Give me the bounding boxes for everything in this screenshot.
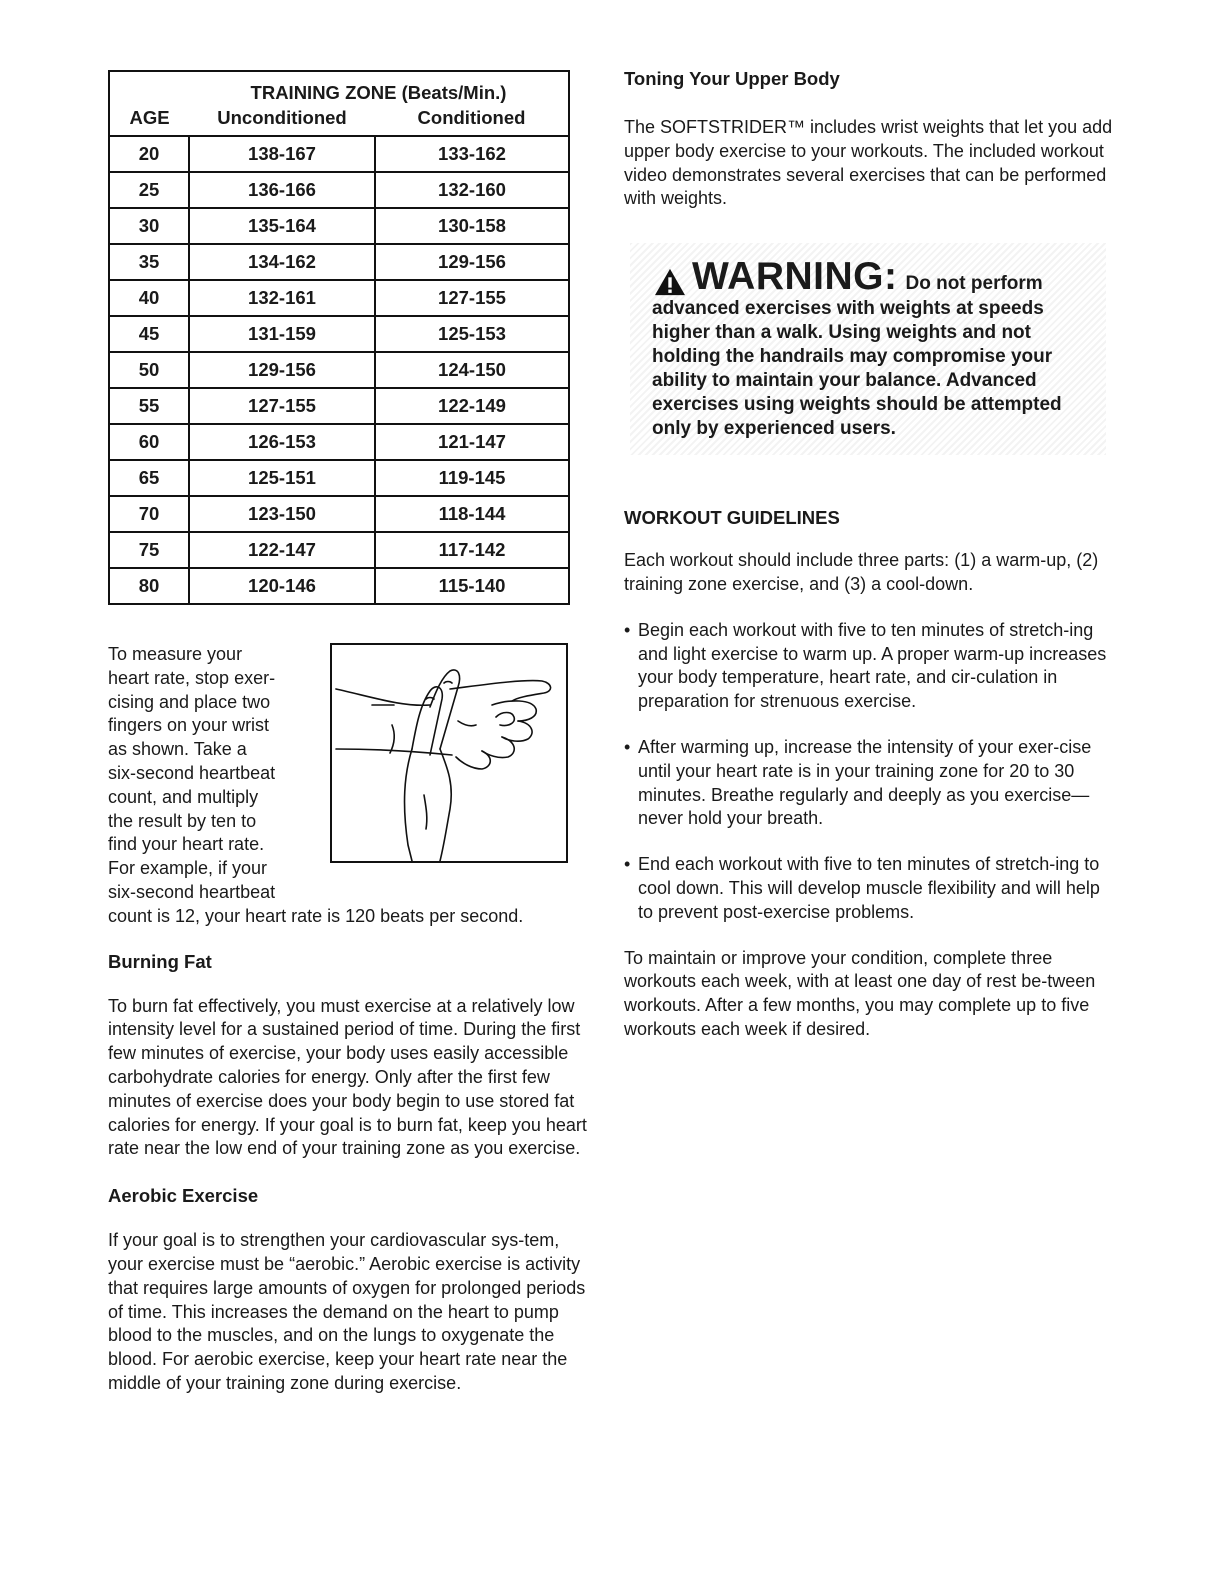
training-zone-table [108, 70, 570, 605]
guidelines-closing: To maintain or improve your condition, complete three workouts each week, with at least one day of rest be-tween workouts. After a few months, you may complete up to five workouts each week if desired. [624, 947, 1096, 1039]
workout-guidelines-heading: WORKOUT GUIDELINES [624, 507, 840, 529]
table-row [109, 244, 569, 280]
warning-triangle-icon [652, 267, 688, 297]
hand-on-wrist-icon [332, 645, 566, 861]
age-cell: 65 [109, 460, 189, 496]
pulse-line: cising and place two [108, 691, 271, 712]
table-row [109, 388, 569, 424]
table-row [109, 172, 569, 208]
toning-heading: Toning Your Upper Body [624, 68, 840, 89]
table-row [109, 496, 569, 532]
pulse-line: To measure your [108, 644, 243, 664]
table-row [109, 316, 569, 352]
table-row [109, 424, 569, 460]
wrist-pulse-illustration [330, 643, 568, 863]
pulse-line: fingers on your wrist [108, 715, 270, 736]
list-item [624, 736, 1114, 831]
pulse-instructions [108, 643, 318, 905]
conditioned-cell: 133-162 [375, 136, 569, 172]
age-cell: 50 [109, 352, 189, 388]
guidelines-list [624, 619, 1114, 925]
guideline-text: Begin each workout with five to ten minutes of stretch-ing and light exercise to warm up. A proper warm-up increases your body temperature, heart rate, and cir-culation in preparation for strenuous exercise. [638, 619, 1107, 712]
toning-text: The SOFTSTRIDER™ includes wrist weights that let you add upper body exercise to your workouts. The included workout video demonstrates several exercises that can be performed with weights. [624, 117, 1113, 209]
burning-fat-heading: Burning Fat [108, 950, 212, 972]
age-cell: 80 [109, 568, 189, 604]
table-row [109, 208, 569, 244]
table-row [109, 532, 569, 568]
conditioned-cell: 122-149 [375, 388, 569, 424]
pulse-line: count, and multiply [108, 786, 259, 807]
warning-lead: Do not perform [905, 273, 1043, 295]
list-item [624, 619, 1114, 714]
table-header [109, 71, 569, 136]
conditioned-cell: 132-160 [375, 172, 569, 208]
pulse-line: find your heart rate. [108, 834, 265, 855]
unconditioned-cell: 125-151 [189, 460, 375, 496]
guideline-text: End each workout with five to ten minutes of stretch-ing to cool down. This will develop muscle flexibility and will help to prevent post-exercise problems. [638, 854, 1100, 922]
table-row [109, 568, 569, 604]
list-item [624, 853, 1114, 924]
conditioned-cell: 130-158 [375, 208, 569, 244]
conditioned-cell: 125-153 [375, 316, 569, 352]
conditioned-cell: 124-150 [375, 352, 569, 388]
pulse-line: six-second heartbeat [108, 762, 276, 783]
unconditioned-cell: 136-166 [189, 172, 375, 208]
conditioned-cell: 119-145 [375, 460, 569, 496]
age-cell: 40 [109, 280, 189, 316]
unconditioned-cell: 120-146 [189, 568, 375, 604]
age-cell: 30 [109, 208, 189, 244]
age-cell: 35 [109, 244, 189, 280]
guideline-text: After warming up, increase the intensity of your exer-cise until your heart rate is in your training zone for 20 to 30 minutes. Breathe regularly and deeply as you exercise—never hold your breath. [638, 736, 1092, 829]
age-cell: 75 [109, 532, 189, 568]
table-row [109, 280, 569, 316]
warning-title: WARNING: [692, 255, 898, 299]
conditioned-cell: 118-144 [375, 496, 569, 532]
warning-text: advanced exercises with weights at speeds higher than a walk. Using weights and not holding the handrails may compromise your ability to maintain your balance. Advanced exercises using weights should be attempted only by experienced users. [652, 298, 1062, 440]
pulse-line: For example, if your [108, 858, 268, 879]
pulse-section [108, 643, 594, 929]
conditioned-cell: 127-155 [375, 280, 569, 316]
table-row [109, 352, 569, 388]
unconditioned-cell: 129-156 [189, 352, 375, 388]
unconditioned-cell: 138-167 [189, 136, 375, 172]
aerobic-exercise-text: If your goal is to strengthen your cardiovascular sys-tem, your exercise must be “aerobic.” Aerobic exercise is activity that requires large amounts of oxygen for prolonged periods of time. This increases the demand on the heart to pump blood to the muscles, and on the lungs to oxygenate the blood. For aerobic exercise, keep your heart rate near the middle of your training zone during exercise. [108, 1230, 586, 1393]
unconditioned-cell: 134-162 [189, 244, 375, 280]
right-column [624, 68, 1114, 1042]
bullet: • [624, 854, 631, 875]
age-cell: 70 [109, 496, 189, 532]
training-zone-header: TRAINING ZONE (Beats/Min.) [250, 82, 507, 103]
unconditioned-cell: 122-147 [189, 532, 375, 568]
conditioned-cell: 117-142 [375, 532, 569, 568]
pulse-line: heart rate, stop exer- [108, 667, 276, 688]
pulse-line: as shown. Take a [108, 739, 247, 760]
age-cell: 60 [109, 424, 189, 460]
unconditioned-cell: 126-153 [189, 424, 375, 460]
age-cell: 25 [109, 172, 189, 208]
aerobic-exercise-heading: Aerobic Exercise [108, 1185, 259, 1207]
bullet: • [624, 619, 631, 640]
conditioned-header: Conditioned [417, 107, 526, 128]
unconditioned-cell: 132-161 [189, 280, 375, 316]
unconditioned-cell: 127-155 [189, 388, 375, 424]
pulse-line: six-second heartbeat [108, 881, 276, 902]
pulse-line: the result by ten to [108, 810, 257, 831]
conditioned-cell: 129-156 [375, 244, 569, 280]
unconditioned-cell: 131-159 [189, 316, 375, 352]
left-column [108, 70, 594, 1396]
age-cell: 55 [109, 388, 189, 424]
bullet: • [624, 736, 631, 757]
age-cell: 20 [109, 136, 189, 172]
table-row [109, 460, 569, 496]
warning-box [630, 243, 1106, 455]
conditioned-cell: 115-140 [375, 568, 569, 604]
unconditioned-cell: 135-164 [189, 208, 375, 244]
age-cell: 45 [109, 316, 189, 352]
burning-fat-text: To burn fat effectively, you must exercise at a relatively low intensity level for a sustained period of time. During the first few minutes of exercise, your body uses easily accessible carbohydrate calories for energy. Only after the first few minutes of exercise does your body begin to use stored fat calories for energy. If your goal is to burn fat, keep you heart rate near the low end of your training zone as you exercise. [108, 995, 587, 1159]
table-body [109, 136, 569, 604]
unconditioned-header: Unconditioned [217, 107, 347, 128]
guidelines-intro: Each workout should include three parts: (1) a warm-up, (2) training zone exercise, and (3) a cool-down. [624, 550, 1099, 594]
unconditioned-cell: 123-150 [189, 496, 375, 532]
age-header: AGE [129, 107, 170, 128]
conditioned-cell: 121-147 [375, 424, 569, 460]
table-row [109, 136, 569, 172]
pulse-instructions-last-line: count is 12, your heart rate is 120 beats per second. [108, 905, 524, 926]
